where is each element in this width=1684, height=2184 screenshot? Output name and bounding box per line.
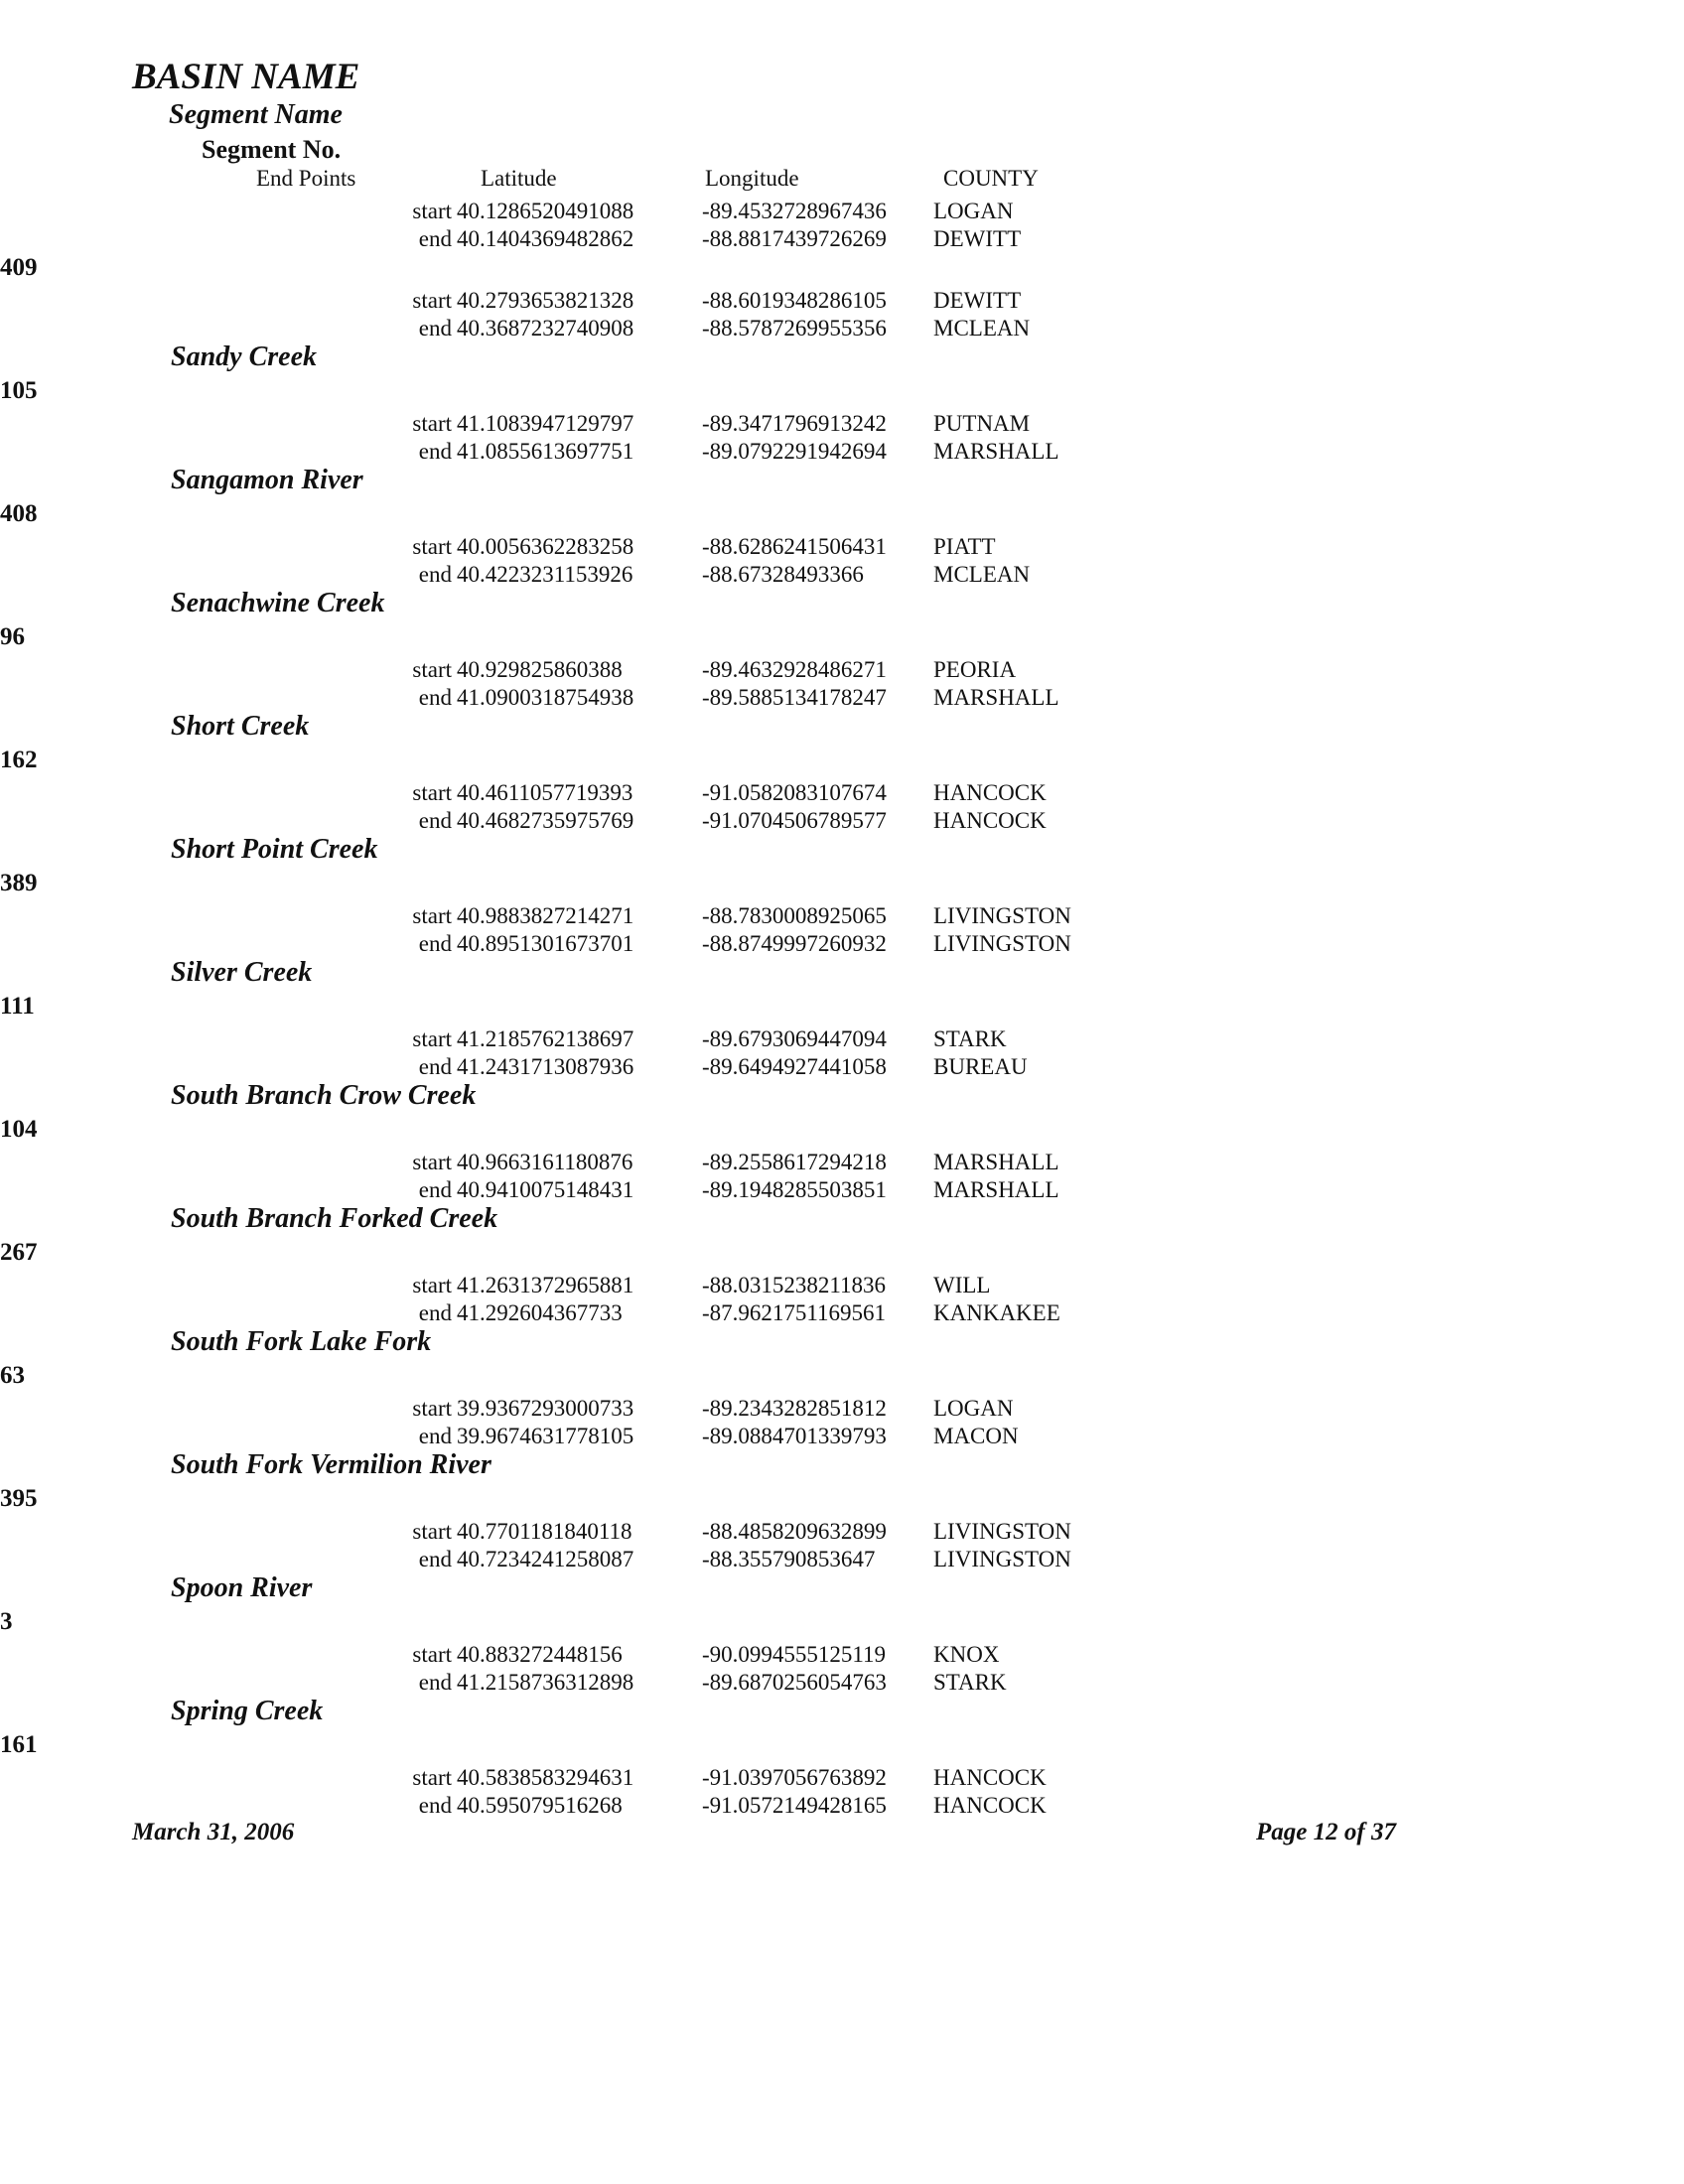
segment-number: 409 <box>0 254 38 281</box>
endpoint-label: end <box>418 685 452 710</box>
segment-number: 111 <box>0 993 35 1020</box>
longitude-value: -89.4532728967436 <box>702 199 887 223</box>
latitude-value: 40.0056362283258 <box>457 534 634 559</box>
county-value: STARK <box>933 1670 1007 1695</box>
endpoint-label: start <box>412 1396 452 1421</box>
longitude-value: -89.4632928486271 <box>702 657 887 682</box>
latitude-value: 41.2158736312898 <box>457 1670 634 1695</box>
longitude-value: -88.355790853647 <box>702 1547 876 1571</box>
endpoint-row <box>0 288 1684 316</box>
county-value: PUTNAM <box>933 411 1031 436</box>
longitude-value: -88.4858209632899 <box>702 1519 887 1544</box>
endpoint-row <box>0 439 1684 467</box>
stream-name: Sandy Creek <box>171 341 317 372</box>
county-value: HANCOCK <box>933 1793 1047 1818</box>
endpoint-label: start <box>412 1519 452 1544</box>
endpoint-label: start <box>412 1026 452 1051</box>
segment-number: 104 <box>0 1116 38 1143</box>
latitude-value: 40.7701181840118 <box>457 1519 632 1544</box>
county-value: WILL <box>933 1273 991 1297</box>
stream-name: Spring Creek <box>171 1696 324 1726</box>
endpoint-row <box>0 316 1684 343</box>
footer-date: March 31, 2006 <box>132 1819 295 1845</box>
segment-name-heading: Segment Name <box>169 99 343 130</box>
latitude-value: 40.4611057719393 <box>457 780 633 805</box>
county-value: MARSHALL <box>933 1150 1059 1174</box>
county-value: LIVINGSTON <box>933 931 1071 956</box>
basin-name-heading: BASIN NAME <box>132 57 360 97</box>
longitude-value: -88.8749997260932 <box>702 931 887 956</box>
county-value: MCLEAN <box>933 562 1031 587</box>
endpoint-row <box>0 1642 1684 1670</box>
latitude-value: 40.4223231153926 <box>457 562 633 587</box>
latitude-value: 40.5838583294631 <box>457 1765 634 1790</box>
endpoint-row <box>0 226 1684 254</box>
latitude-value: 39.9674631778105 <box>457 1424 634 1448</box>
county-value: KANKAKEE <box>933 1300 1060 1325</box>
latitude-value: 40.3687232740908 <box>457 316 634 341</box>
longitude-value: -88.8817439726269 <box>702 226 887 251</box>
county-value: MARSHALL <box>933 685 1059 710</box>
endpoint-row <box>0 1026 1684 1054</box>
latitude-value: 41.2431713087936 <box>457 1054 634 1079</box>
latitude-value: 41.0900318754938 <box>457 685 634 710</box>
county-value: BUREAU <box>933 1054 1028 1079</box>
segment-number: 408 <box>0 500 38 527</box>
latitude-value: 41.2631372965881 <box>457 1273 634 1297</box>
segment-number: 267 <box>0 1239 38 1266</box>
latitude-value: 40.7234241258087 <box>457 1547 634 1571</box>
latitude-value: 40.8951301673701 <box>457 931 634 956</box>
endpoint-row <box>0 1396 1684 1424</box>
longitude-value: -91.0572149428165 <box>702 1793 887 1818</box>
latitude-value: 40.9883827214271 <box>457 903 634 928</box>
endpoint-label: end <box>418 931 452 956</box>
latitude-column-header: Latitude <box>481 166 557 191</box>
endpoint-label: start <box>412 199 452 223</box>
stream-name: South Fork Vermilion River <box>171 1449 491 1480</box>
latitude-value: 40.595079516268 <box>457 1793 623 1818</box>
stream-name: Silver Creek <box>171 957 313 988</box>
endpoint-row <box>0 903 1684 931</box>
segment-number: 389 <box>0 870 38 896</box>
county-value: MCLEAN <box>933 316 1031 341</box>
endpoint-label: start <box>412 780 452 805</box>
endpoint-row <box>0 411 1684 439</box>
segment-number: 63 <box>0 1362 25 1389</box>
latitude-value: 40.1404369482862 <box>457 226 634 251</box>
longitude-value: -89.0792291942694 <box>702 439 887 464</box>
endpoint-label: end <box>418 1300 452 1325</box>
county-value: LIVINGSTON <box>933 1547 1071 1571</box>
segment-number: 96 <box>0 623 25 650</box>
county-column-header: COUNTY <box>943 166 1039 191</box>
endpoint-row <box>0 199 1684 226</box>
endpoint-label: end <box>418 316 452 341</box>
endpoint-label: end <box>418 1547 452 1571</box>
latitude-value: 39.9367293000733 <box>457 1396 634 1421</box>
latitude-value: 40.1286520491088 <box>457 199 634 223</box>
endpoint-label: end <box>418 1670 452 1695</box>
latitude-value: 41.292604367733 <box>457 1300 623 1325</box>
longitude-value: -88.7830008925065 <box>702 903 887 928</box>
county-value: HANCOCK <box>933 780 1047 805</box>
stream-name: South Branch Crow Creek <box>171 1080 477 1111</box>
longitude-value: -87.9621751169561 <box>702 1300 887 1325</box>
latitude-value: 41.1083947129797 <box>457 411 634 436</box>
longitude-value: -88.6286241506431 <box>702 534 887 559</box>
longitude-value: -89.6793069447094 <box>702 1026 887 1051</box>
stream-name: South Fork Lake Fork <box>171 1326 432 1357</box>
county-value: DEWITT <box>933 226 1022 251</box>
longitude-value: -91.0397056763892 <box>702 1765 887 1790</box>
segment-number: 3 <box>0 1608 13 1635</box>
longitude-value: -89.0884701339793 <box>702 1424 887 1448</box>
endpoint-label: start <box>412 534 452 559</box>
county-value: MACON <box>933 1424 1019 1448</box>
longitude-value: -91.0704506789577 <box>702 808 887 833</box>
endpoint-row <box>0 685 1684 713</box>
latitude-value: 40.9663161180876 <box>457 1150 633 1174</box>
latitude-value: 41.2185762138697 <box>457 1026 634 1051</box>
longitude-value: -88.6019348286105 <box>702 288 887 313</box>
longitude-column-header: Longitude <box>705 166 799 191</box>
endpoint-row <box>0 1519 1684 1547</box>
endpoint-label: end <box>418 562 452 587</box>
segment-number: 395 <box>0 1485 38 1512</box>
endpoint-row <box>0 808 1684 836</box>
county-value: STARK <box>933 1026 1007 1051</box>
segment-number: 105 <box>0 377 38 404</box>
segment-no-heading: Segment No. <box>202 135 342 164</box>
county-value: LIVINGSTON <box>933 903 1071 928</box>
latitude-value: 40.4682735975769 <box>457 808 634 833</box>
endpoint-row <box>0 1793 1684 1821</box>
endpoint-row <box>0 1150 1684 1177</box>
county-value: LIVINGSTON <box>933 1519 1071 1544</box>
latitude-value: 40.883272448156 <box>457 1642 623 1667</box>
endpoint-row <box>0 780 1684 808</box>
endpoint-label: start <box>412 1765 452 1790</box>
segment-number: 161 <box>0 1731 38 1758</box>
latitude-value: 41.0855613697751 <box>457 439 634 464</box>
endpoint-row <box>0 1054 1684 1082</box>
county-value: HANCOCK <box>933 1765 1047 1790</box>
endpoint-label: start <box>412 1273 452 1297</box>
stream-name: Spoon River <box>171 1572 313 1603</box>
latitude-value: 40.929825860388 <box>457 657 623 682</box>
segment-number: 162 <box>0 747 38 773</box>
stream-name: Short Point Creek <box>171 834 378 865</box>
endpoint-row <box>0 1300 1684 1328</box>
endpoint-label: end <box>418 1054 452 1079</box>
latitude-value: 40.2793653821328 <box>457 288 634 313</box>
endpoint-label: end <box>418 1424 452 1448</box>
county-value: PIATT <box>933 534 996 559</box>
longitude-value: -88.0315238211836 <box>702 1273 887 1297</box>
longitude-value: -88.67328493366 <box>702 562 864 587</box>
stream-name: Short Creek <box>171 711 310 742</box>
endpoint-label: end <box>418 1793 452 1818</box>
endpoint-row <box>0 1670 1684 1698</box>
county-value: DEWITT <box>933 288 1022 313</box>
endpoint-row <box>0 1273 1684 1300</box>
county-value: KNOX <box>933 1642 1000 1667</box>
latitude-value: 40.9410075148431 <box>457 1177 634 1202</box>
endpoint-row <box>0 534 1684 562</box>
endpoint-label: end <box>418 1177 452 1202</box>
longitude-value: -89.5885134178247 <box>702 685 887 710</box>
county-value: MARSHALL <box>933 1177 1059 1202</box>
endpoint-label: start <box>412 288 452 313</box>
endpoint-label: start <box>412 1642 452 1667</box>
endpoint-row <box>0 1765 1684 1793</box>
stream-name: South Branch Forked Creek <box>171 1203 498 1234</box>
endpoint-row <box>0 657 1684 685</box>
endpoint-row <box>0 562 1684 590</box>
longitude-value: -89.6870256054763 <box>702 1670 887 1695</box>
longitude-value: -89.3471796913242 <box>702 411 887 436</box>
county-value: LOGAN <box>933 1396 1014 1421</box>
longitude-value: -89.2558617294218 <box>702 1150 887 1174</box>
endpoint-label: start <box>412 1150 452 1174</box>
end-points-column-header: End Points <box>256 166 356 191</box>
county-value: PEORIA <box>933 657 1017 682</box>
endpoint-label: end <box>418 226 452 251</box>
endpoint-label: start <box>412 903 452 928</box>
county-value: LOGAN <box>933 199 1014 223</box>
endpoint-label: start <box>412 657 452 682</box>
longitude-value: -89.1948285503851 <box>702 1177 887 1202</box>
longitude-value: -89.2343282851812 <box>702 1396 887 1421</box>
county-value: MARSHALL <box>933 439 1059 464</box>
longitude-value: -89.6494927441058 <box>702 1054 887 1079</box>
longitude-value: -88.5787269955356 <box>702 316 887 341</box>
endpoint-label: end <box>418 439 452 464</box>
stream-name: Senachwine Creek <box>171 588 385 618</box>
endpoint-row <box>0 1547 1684 1574</box>
county-value: HANCOCK <box>933 808 1047 833</box>
longitude-value: -91.0582083107674 <box>702 780 887 805</box>
endpoint-label: end <box>418 808 452 833</box>
endpoint-row <box>0 931 1684 959</box>
endpoint-row <box>0 1177 1684 1205</box>
footer-page-number: Page 12 of 37 <box>1256 1819 1396 1845</box>
stream-name: Sangamon River <box>171 465 363 495</box>
longitude-value: -90.0994555125119 <box>702 1642 887 1667</box>
endpoint-label: start <box>412 411 452 436</box>
endpoint-row <box>0 1424 1684 1451</box>
